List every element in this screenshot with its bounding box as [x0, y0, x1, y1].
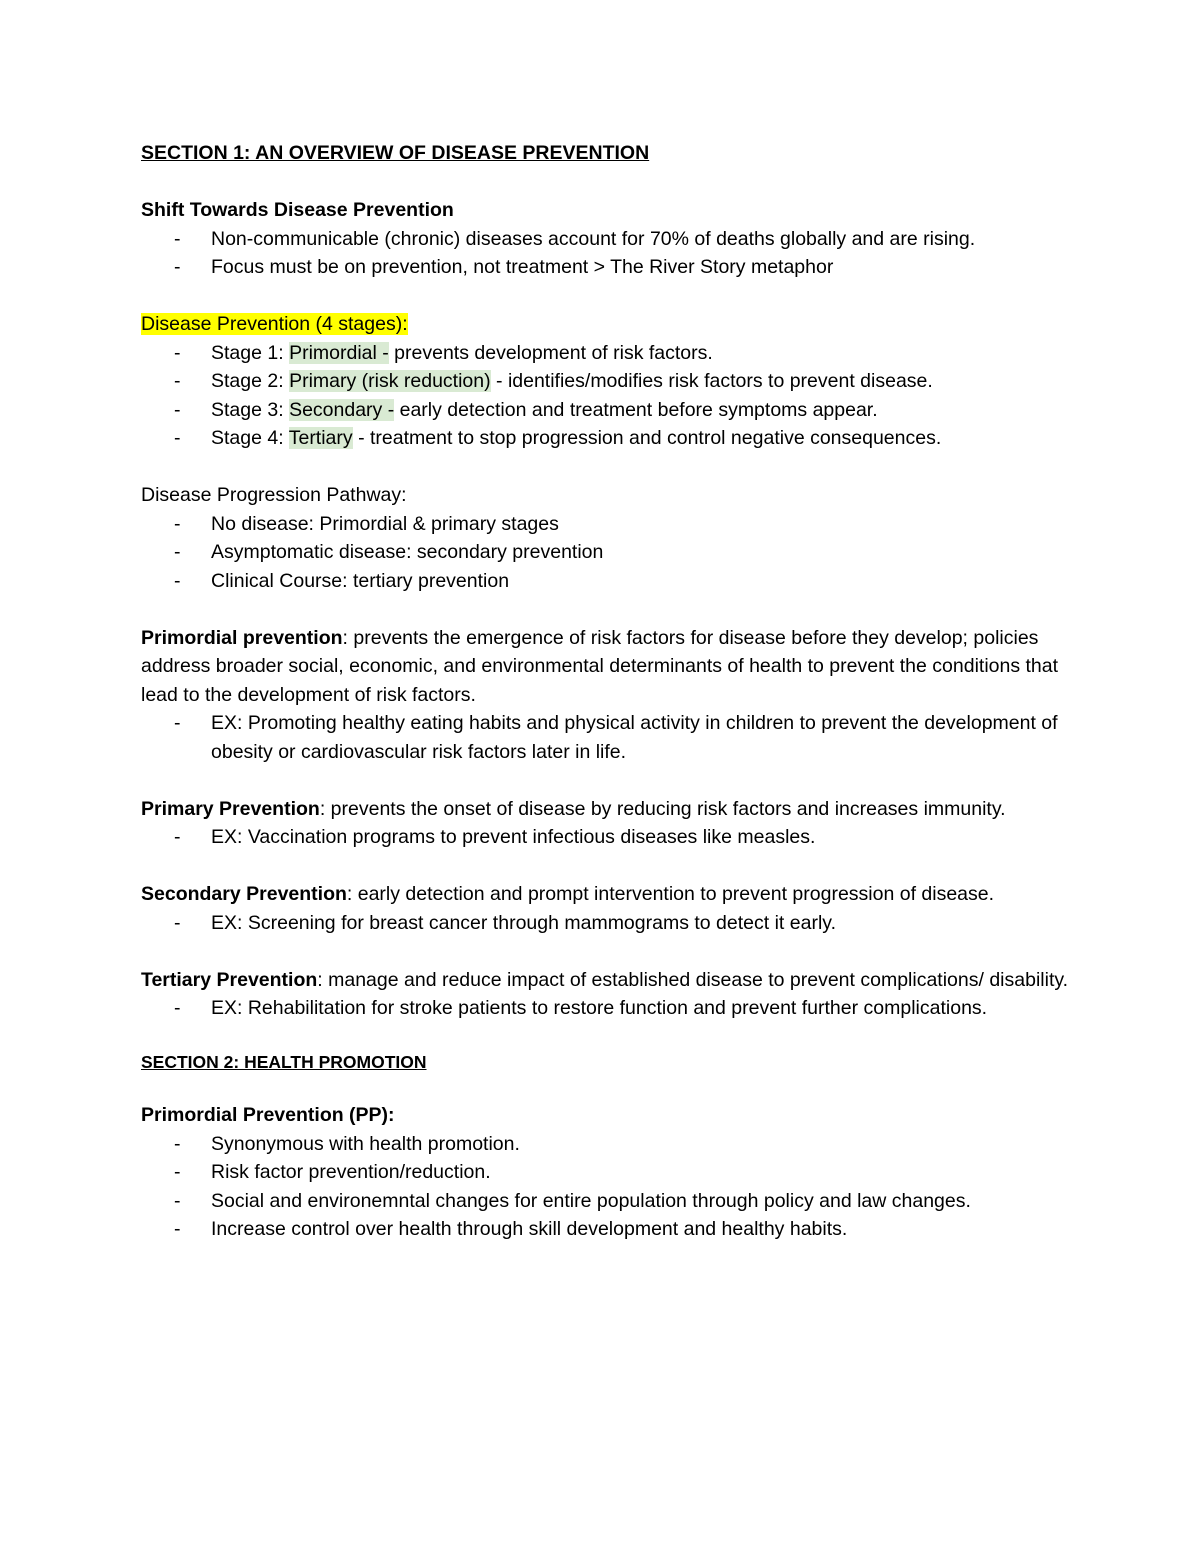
list-item: - Clinical Course: tertiary prevention: [141, 567, 1091, 596]
section-2-title: SECTION 2: HEALTH PROMOTION: [141, 1051, 427, 1072]
primary-paragraph: [141, 795, 1091, 824]
tertiary-term: Tertiary Prevention: [141, 968, 318, 991]
primordial-example-list: [141, 709, 1091, 766]
stages-list: [141, 339, 1091, 453]
primary-example-list: [141, 823, 1091, 852]
list-item: [141, 424, 1091, 453]
list-item: - No disease: Primordial & primary stages: [141, 510, 1091, 539]
tertiary-paragraph: [141, 966, 1091, 995]
shift-heading: Shift Towards Disease Prevention: [141, 199, 454, 221]
stage-description: early detection and treatment before symptoms appear.: [394, 398, 878, 421]
list-item: - EX: Vaccination programs to prevent infectious diseases like measles.: [141, 823, 1091, 852]
primordial-term: Primordial prevention: [141, 626, 343, 649]
primordial-paragraph: [141, 624, 1091, 710]
pp-list: [141, 1130, 1091, 1244]
stage-term: Primary (risk reduction): [289, 370, 491, 392]
list-item: [141, 396, 1091, 425]
document-body: [141, 139, 1091, 1244]
secondary-term: Secondary Prevention: [141, 883, 347, 905]
shift-list: [141, 225, 1091, 282]
primordial-definition: : prevents the emergence of risk factors for disease before they develop; policies address broader social, economic, and environmental determinants of health to prevent the conditions that lead to the development of risk factors.: [141, 626, 1059, 706]
primary-term: Primary Prevention: [141, 797, 320, 820]
stage-prefix: Stage 2:: [211, 370, 290, 392]
section-1-title: SECTION 1: AN OVERVIEW OF DISEASE PREVENTION: [141, 142, 650, 164]
list-item: - Increase control over health through skill development and healthy habits.: [141, 1215, 1091, 1244]
list-item: - Risk factor prevention/reduction.: [141, 1158, 1091, 1187]
stage-prefix: Stage 1:: [211, 341, 290, 364]
list-item: - Asymptomatic disease: secondary prevention: [141, 538, 1091, 567]
list-item: - Non-communicable (chronic) diseases account for 70% of deaths globally and are rising.: [141, 225, 1091, 254]
stages-heading-line: [141, 310, 1091, 339]
list-item: - Focus must be on prevention, not treatment > The River Story metaphor: [141, 253, 1091, 282]
secondary-paragraph: [141, 880, 1091, 909]
tertiary-definition: : manage and reduce impact of established disease to prevent complications/ disability.: [317, 968, 1069, 991]
list-item: - EX: Promoting healthy eating habits and physical activity in children to prevent the development of obesity or cardiovascular risk factors later in life.: [141, 709, 1091, 766]
pathway-heading: Disease Progression Pathway:: [141, 484, 407, 506]
list-item: [141, 339, 1091, 368]
stage-term: Secondary -: [289, 398, 395, 421]
list-item: - EX: Screening for breast cancer through mammograms to detect it early.: [141, 909, 1091, 938]
stage-description: - treatment to stop progression and control negative consequences.: [352, 427, 942, 449]
stage-description: prevents development of risk factors.: [388, 341, 713, 364]
secondary-definition: : early detection and prompt intervention to prevent progression of disease.: [346, 883, 995, 905]
stage-term: Primordial -: [289, 341, 389, 364]
pathway-list: [141, 510, 1091, 596]
pp-heading: Primordial Prevention (PP):: [141, 1104, 395, 1126]
stage-description: - identifies/modifies risk factors to prevent disease.: [490, 370, 933, 392]
primary-definition: : prevents the onset of disease by reducing risk factors and increases immunity.: [319, 797, 1006, 820]
stage-term: Tertiary: [288, 427, 353, 449]
stage-prefix: Stage 3:: [211, 398, 290, 421]
stage-prefix: Stage 4:: [211, 427, 289, 449]
list-item: - Synonymous with health promotion.: [141, 1130, 1091, 1159]
list-item: - EX: Rehabilitation for stroke patients to restore function and prevent further complications.: [141, 994, 1091, 1023]
list-item: - Social and environemntal changes for entire population through policy and law changes.: [141, 1187, 1091, 1216]
tertiary-example-list: [141, 994, 1091, 1023]
secondary-example-list: [141, 909, 1091, 938]
list-item: [141, 367, 1091, 396]
stages-heading: Disease Prevention (4 stages):: [141, 313, 408, 335]
